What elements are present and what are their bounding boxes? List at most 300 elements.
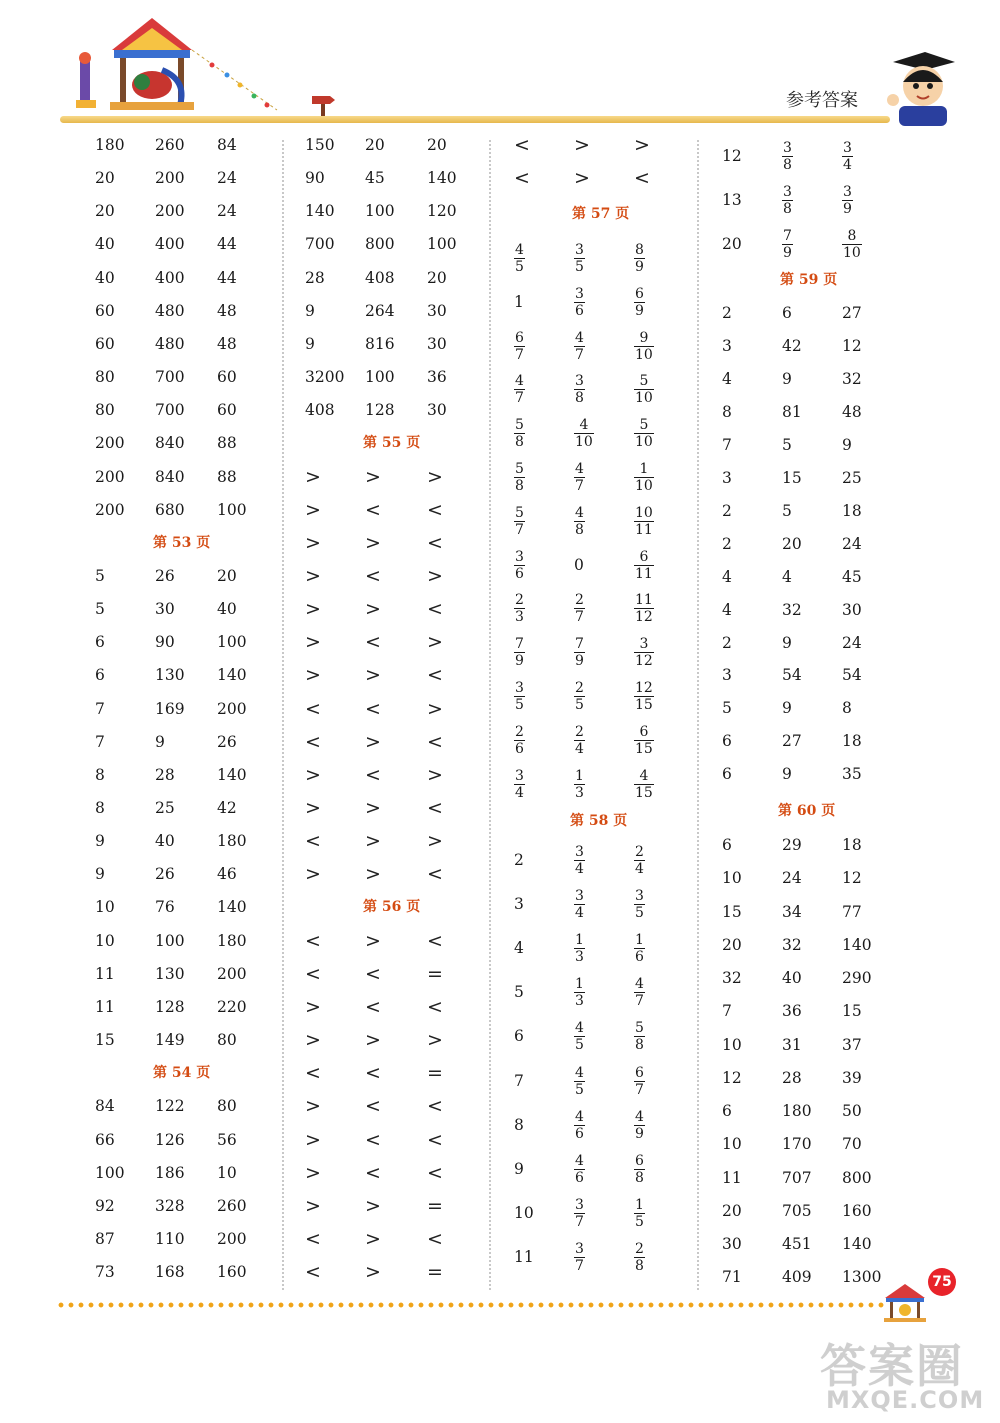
answer-value: 140 xyxy=(305,202,335,221)
answer-value xyxy=(514,240,525,274)
answer-value: 46 xyxy=(217,865,237,884)
comparison-symbol: > xyxy=(305,995,321,1018)
answer-value xyxy=(514,722,525,756)
fraction xyxy=(782,141,793,172)
fraction xyxy=(634,1066,645,1097)
answer-row xyxy=(510,163,740,193)
answer-row xyxy=(510,1105,740,1145)
comparison-symbol: > xyxy=(427,564,443,587)
answer-row xyxy=(95,196,325,226)
watermark xyxy=(820,1330,995,1420)
comparison-symbol: < xyxy=(427,1161,443,1184)
fraction-denominator: 8 xyxy=(635,1037,644,1054)
answer-row xyxy=(510,884,740,924)
answer-value xyxy=(634,1107,645,1141)
answer-value: 10 xyxy=(95,931,115,950)
answer-value xyxy=(574,1151,585,1185)
answer-value: 6 xyxy=(722,732,732,751)
answer-value: 4 xyxy=(514,939,524,958)
answer-value xyxy=(634,1195,645,1229)
fraction xyxy=(574,977,585,1008)
comparison-symbol: < xyxy=(305,1261,321,1284)
fraction xyxy=(634,374,654,405)
answer-value: 10 xyxy=(95,898,115,917)
answer-value: 9 xyxy=(305,301,315,320)
answer-value: 160 xyxy=(842,1201,872,1220)
fraction xyxy=(514,462,525,493)
answer-value: 11 xyxy=(722,1168,742,1187)
answer-value: 20 xyxy=(722,935,742,954)
fraction-numerator: 3 xyxy=(575,242,584,258)
answer-value: 29 xyxy=(782,836,802,854)
page-section-heading: 第 57 页 xyxy=(572,206,630,222)
comparison-symbol: > xyxy=(634,134,650,156)
answer-value: 170 xyxy=(782,1135,812,1154)
answer-row xyxy=(510,457,740,497)
comparison-symbol: > xyxy=(305,1194,321,1217)
answer-row xyxy=(510,720,740,760)
fraction-denominator: 9 xyxy=(843,201,852,217)
comparison-symbol: = xyxy=(427,1062,443,1085)
fraction-denominator: 3 xyxy=(575,949,584,966)
fraction xyxy=(514,769,525,800)
fraction-numerator: 4 xyxy=(575,1152,584,1169)
answer-value: 92 xyxy=(95,1196,115,1215)
fraction-numerator: 6 xyxy=(635,1064,644,1081)
answer-value xyxy=(514,328,525,362)
answer-value: 140 xyxy=(427,169,457,188)
comparison-symbol: > xyxy=(365,598,381,621)
fraction xyxy=(634,845,645,876)
answer-row xyxy=(718,331,948,361)
page-section-heading: 第 55 页 xyxy=(363,435,421,452)
answer-value: 800 xyxy=(365,235,395,254)
fraction-numerator: 2 xyxy=(575,592,584,609)
answer-value xyxy=(514,634,525,668)
answer-value: 140 xyxy=(842,1235,872,1253)
fraction-denominator: 5 xyxy=(515,259,524,275)
fraction-numerator: 4 xyxy=(639,767,649,784)
answer-row xyxy=(510,928,740,968)
fraction-denominator: 9 xyxy=(635,1125,644,1142)
fraction-numerator: 6 xyxy=(639,723,649,740)
fraction xyxy=(634,506,654,537)
answer-value xyxy=(574,284,585,318)
answer-row xyxy=(718,930,948,960)
fraction xyxy=(634,637,654,668)
answer-row xyxy=(510,238,740,278)
answer-value: 186 xyxy=(155,1163,185,1182)
answer-value: 44 xyxy=(217,235,237,254)
answer-value: 480 xyxy=(155,301,185,320)
answer-value xyxy=(574,371,585,405)
answer-value: 84 xyxy=(217,136,237,154)
fraction-denominator: 4 xyxy=(575,905,584,922)
fraction xyxy=(782,185,793,216)
comparison-symbol: = xyxy=(427,1261,443,1284)
answer-row xyxy=(95,892,325,922)
answer-value xyxy=(634,240,645,274)
answer-value: 15 xyxy=(722,902,742,921)
fraction-numerator: 1 xyxy=(639,461,649,477)
answer-row xyxy=(305,926,535,956)
answer-value: 36 xyxy=(782,1002,802,1021)
comparison-symbol: < xyxy=(427,1128,443,1151)
answer-row xyxy=(718,298,948,328)
answer-value: 451 xyxy=(782,1235,812,1253)
fraction-denominator: 6 xyxy=(635,949,644,966)
answer-value: 28 xyxy=(782,1068,802,1087)
answer-value: 25 xyxy=(842,468,862,487)
answer-row xyxy=(305,959,535,989)
answer-value: 3 xyxy=(722,468,732,487)
answer-value: 32 xyxy=(722,969,742,987)
comparison-symbol: < xyxy=(427,730,443,753)
comparison-symbol: < xyxy=(427,664,443,687)
answer-value: 56 xyxy=(217,1130,237,1149)
answer-row xyxy=(95,229,325,259)
answer-value: 13 xyxy=(722,191,742,209)
fraction xyxy=(574,1066,585,1097)
fraction-numerator: 6 xyxy=(635,285,644,302)
answer-value: 264 xyxy=(365,301,395,320)
comparison-symbol: > xyxy=(305,598,321,621)
page-number-badge: 75 xyxy=(928,1268,956,1296)
fraction xyxy=(514,725,525,756)
answer-row xyxy=(95,727,325,757)
fraction-numerator: 3 xyxy=(843,184,852,200)
answer-value: 10 xyxy=(722,869,742,888)
comparison-symbol: > xyxy=(427,631,443,654)
answer-value: 180 xyxy=(217,832,247,851)
answer-value: 128 xyxy=(365,401,395,420)
answer-row xyxy=(718,897,948,927)
fraction xyxy=(574,1154,585,1185)
answer-value xyxy=(842,226,862,260)
answer-value: 160 xyxy=(217,1263,247,1282)
answer-value: 7 xyxy=(95,732,105,751)
comparison-symbol: < xyxy=(365,763,381,786)
answer-value: 840 xyxy=(155,434,185,453)
comparison-symbol: > xyxy=(365,1227,381,1250)
answer-value: 20 xyxy=(427,268,447,287)
answer-value: 36 xyxy=(427,368,447,387)
fraction-denominator: 4 xyxy=(843,157,852,173)
answer-value: 34 xyxy=(782,902,802,921)
comparison-symbol: < xyxy=(427,1227,443,1250)
comparison-symbol: < xyxy=(365,1161,381,1184)
fraction-denominator: 8 xyxy=(635,1169,644,1186)
fraction xyxy=(634,725,654,756)
fraction xyxy=(634,550,654,581)
fraction xyxy=(514,550,525,581)
fraction-numerator: 5 xyxy=(639,417,649,434)
answer-value: 37 xyxy=(842,1035,862,1054)
answer-value: 700 xyxy=(305,235,335,254)
fraction xyxy=(634,287,645,318)
answer-value xyxy=(634,371,654,405)
fraction-denominator: 5 xyxy=(575,259,584,275)
answer-value: 200 xyxy=(95,467,125,486)
answer-value: 88 xyxy=(217,434,237,453)
fraction-numerator: 4 xyxy=(579,417,589,434)
answer-value xyxy=(574,415,594,449)
answer-value: 12 xyxy=(842,869,862,888)
answer-row xyxy=(95,992,325,1022)
comparison-symbol: > xyxy=(574,167,590,190)
answer-row xyxy=(718,397,948,427)
fraction-numerator: 5 xyxy=(515,461,524,477)
answer-row xyxy=(305,1058,535,1088)
answer-value: 77 xyxy=(842,902,862,921)
fraction xyxy=(842,185,853,216)
answer-row xyxy=(305,1025,535,1055)
fraction xyxy=(574,418,594,449)
fraction-numerator: 7 xyxy=(575,636,584,653)
answer-value: 40 xyxy=(217,600,237,619)
answer-value: 700 xyxy=(155,401,185,420)
answer-value: 150 xyxy=(305,136,335,154)
answer-row xyxy=(510,676,740,716)
fraction-numerator: 3 xyxy=(635,888,644,905)
fraction-denominator: 9 xyxy=(515,653,524,670)
comparison-symbol: < xyxy=(365,1095,381,1118)
answer-row xyxy=(718,1063,948,1093)
answer-value: 9 xyxy=(155,732,165,751)
fraction-numerator: 4 xyxy=(575,1064,584,1081)
fraction xyxy=(574,374,585,405)
answer-value: 100 xyxy=(95,1163,125,1182)
answer-value: 220 xyxy=(217,997,247,1016)
fraction xyxy=(514,681,525,712)
answer-row xyxy=(718,863,948,893)
answer-value xyxy=(634,1151,645,1185)
fraction-denominator: 8 xyxy=(575,390,584,407)
comparison-symbol: < xyxy=(365,962,381,985)
fraction-numerator: 1 xyxy=(575,767,584,784)
answer-value: 9 xyxy=(95,865,105,884)
answer-value xyxy=(782,226,793,260)
answer-value: 31 xyxy=(782,1035,802,1054)
comparison-symbol: > xyxy=(305,1161,321,1184)
answer-value xyxy=(634,503,654,537)
answer-row xyxy=(718,463,948,493)
answer-value: 480 xyxy=(155,334,185,353)
answer-row xyxy=(305,594,535,624)
answer-row xyxy=(510,501,740,541)
fraction-denominator: 9 xyxy=(575,653,584,670)
answer-row xyxy=(305,1191,535,1221)
answer-row xyxy=(718,595,948,625)
comparison-symbol: > xyxy=(365,664,381,687)
fraction-denominator: 7 xyxy=(515,346,524,363)
answer-value: 90 xyxy=(305,169,325,188)
fraction-denominator: 8 xyxy=(575,521,584,538)
fraction-numerator: 4 xyxy=(635,1108,644,1125)
fraction-numerator: 5 xyxy=(639,373,649,390)
answer-value: 6 xyxy=(95,666,105,685)
answer-value: 8 xyxy=(95,765,105,784)
answer-value xyxy=(634,284,645,318)
answer-row xyxy=(718,364,948,394)
answer-value: 6 xyxy=(95,633,105,652)
answer-value xyxy=(634,547,654,581)
answer-row xyxy=(95,263,325,293)
fraction-denominator: 3 xyxy=(575,784,584,801)
comparison-symbol: < xyxy=(427,929,443,952)
answer-row xyxy=(305,1091,535,1121)
answer-value: 87 xyxy=(95,1229,115,1248)
answer-value: 6 xyxy=(722,1102,732,1120)
answer-value: 840 xyxy=(155,467,185,486)
answer-value: 408 xyxy=(305,401,335,420)
fraction xyxy=(842,229,862,260)
answer-value: 180 xyxy=(782,1102,812,1120)
answer-value: 7 xyxy=(722,1002,732,1021)
answer-value: 27 xyxy=(842,304,862,322)
fraction-numerator: 5 xyxy=(515,504,524,521)
answer-row xyxy=(95,1125,325,1155)
answer-row xyxy=(305,263,535,293)
answer-value: 6 xyxy=(782,304,792,322)
answer-value: 20 xyxy=(722,1201,742,1220)
comparison-symbol: < xyxy=(365,631,381,654)
comparison-symbol: > xyxy=(427,465,443,488)
fraction xyxy=(574,1242,585,1273)
answer-value: 11 xyxy=(95,997,115,1016)
comparison-symbol: > xyxy=(365,1261,381,1284)
answer-row xyxy=(95,1158,325,1188)
answer-value: 24 xyxy=(782,869,802,888)
answer-row xyxy=(305,1158,535,1188)
answer-value: 12 xyxy=(842,336,862,355)
fraction-numerator: 9 xyxy=(639,329,649,346)
answer-value: 9 xyxy=(782,633,792,652)
answer-value: 180 xyxy=(95,136,125,154)
answer-value: 100 xyxy=(365,368,395,387)
fraction-numerator: 6 xyxy=(639,548,649,565)
fraction xyxy=(574,845,585,876)
answer-value xyxy=(634,415,654,449)
answer-value: 2 xyxy=(722,304,732,322)
answer-value: 80 xyxy=(95,368,115,387)
page-section-heading: 第 58 页 xyxy=(570,813,628,829)
answer-value: 10 xyxy=(722,1135,742,1154)
fraction xyxy=(634,977,645,1008)
answer-value: 27 xyxy=(782,732,802,751)
answer-value: 1300 xyxy=(842,1268,882,1287)
answer-value: 30 xyxy=(155,600,175,619)
answer-value: 60 xyxy=(95,334,115,353)
answer-row xyxy=(95,826,325,856)
fraction-denominator: 5 xyxy=(635,905,644,922)
answer-value: 60 xyxy=(95,301,115,320)
answer-row xyxy=(95,594,325,624)
answer-row xyxy=(95,627,325,657)
answer-value: 70 xyxy=(842,1135,862,1154)
fraction-numerator: 7 xyxy=(783,228,792,244)
answer-value xyxy=(574,459,585,493)
fraction xyxy=(634,889,645,920)
fraction-numerator: 5 xyxy=(635,1020,644,1037)
answer-value: 20 xyxy=(722,235,742,253)
answer-row xyxy=(305,561,535,591)
answer-value xyxy=(514,678,525,712)
answer-row xyxy=(510,632,740,672)
fraction xyxy=(634,1198,645,1229)
fraction xyxy=(842,141,853,172)
comparison-symbol: = xyxy=(427,1194,443,1217)
comparison-symbol: > xyxy=(365,830,381,853)
fraction-denominator: 6 xyxy=(575,302,584,319)
answer-value: 9 xyxy=(842,435,852,454)
answer-value: 2 xyxy=(722,501,732,520)
fraction xyxy=(574,506,585,537)
fraction-denominator: 8 xyxy=(783,201,792,217)
answer-value: 130 xyxy=(155,666,185,685)
answer-value: 707 xyxy=(782,1168,812,1187)
fraction-denominator: 9 xyxy=(783,245,792,261)
answer-value: 24 xyxy=(217,202,237,221)
answer-value: 39 xyxy=(842,1068,862,1087)
fraction xyxy=(574,637,585,668)
answer-value xyxy=(574,1239,585,1273)
answer-row xyxy=(305,229,535,259)
comparison-symbol: < xyxy=(514,134,530,156)
fraction-numerator: 4 xyxy=(635,976,644,993)
answer-value: 71 xyxy=(722,1268,742,1287)
answer-column-1 xyxy=(95,0,280,1423)
answer-value: 3 xyxy=(722,336,732,355)
fraction-denominator: 4 xyxy=(575,861,584,877)
answer-value xyxy=(842,138,853,172)
fraction-denominator: 5 xyxy=(635,1213,644,1230)
fraction-denominator: 10 xyxy=(635,390,653,407)
fraction xyxy=(782,229,793,260)
answer-row xyxy=(718,1196,948,1226)
answer-value xyxy=(574,974,585,1008)
comparison-symbol: > xyxy=(305,465,321,488)
answer-value xyxy=(634,842,645,876)
answer-value: 100 xyxy=(427,235,457,254)
fraction-numerator: 1 xyxy=(575,976,584,993)
answer-value: 169 xyxy=(155,699,185,718)
page-section-heading: 第 53 页 xyxy=(153,534,211,551)
answer-value: 24 xyxy=(217,169,237,188)
answer-row xyxy=(95,1224,325,1254)
answer-row xyxy=(718,693,948,723)
answer-row xyxy=(718,529,948,559)
answer-value xyxy=(634,459,654,493)
comparison-symbol: < xyxy=(365,1128,381,1151)
comparison-symbol: > xyxy=(305,797,321,819)
answer-value xyxy=(842,182,853,216)
answer-value: 290 xyxy=(842,969,872,987)
fraction-denominator: 9 xyxy=(635,259,644,275)
fraction-numerator: 3 xyxy=(515,680,524,696)
comparison-symbol: < xyxy=(365,995,381,1018)
comparison-symbol: < xyxy=(427,863,443,886)
answer-value: 30 xyxy=(427,334,447,353)
answer-row xyxy=(95,1025,325,1055)
fraction-numerator: 12 xyxy=(635,680,653,696)
fraction-numerator: 3 xyxy=(639,636,649,653)
answer-value: 35 xyxy=(842,765,862,784)
answer-value: 18 xyxy=(842,501,862,520)
answer-value: 11 xyxy=(514,1247,534,1266)
answer-value: 200 xyxy=(95,434,125,453)
answer-row xyxy=(95,362,325,392)
